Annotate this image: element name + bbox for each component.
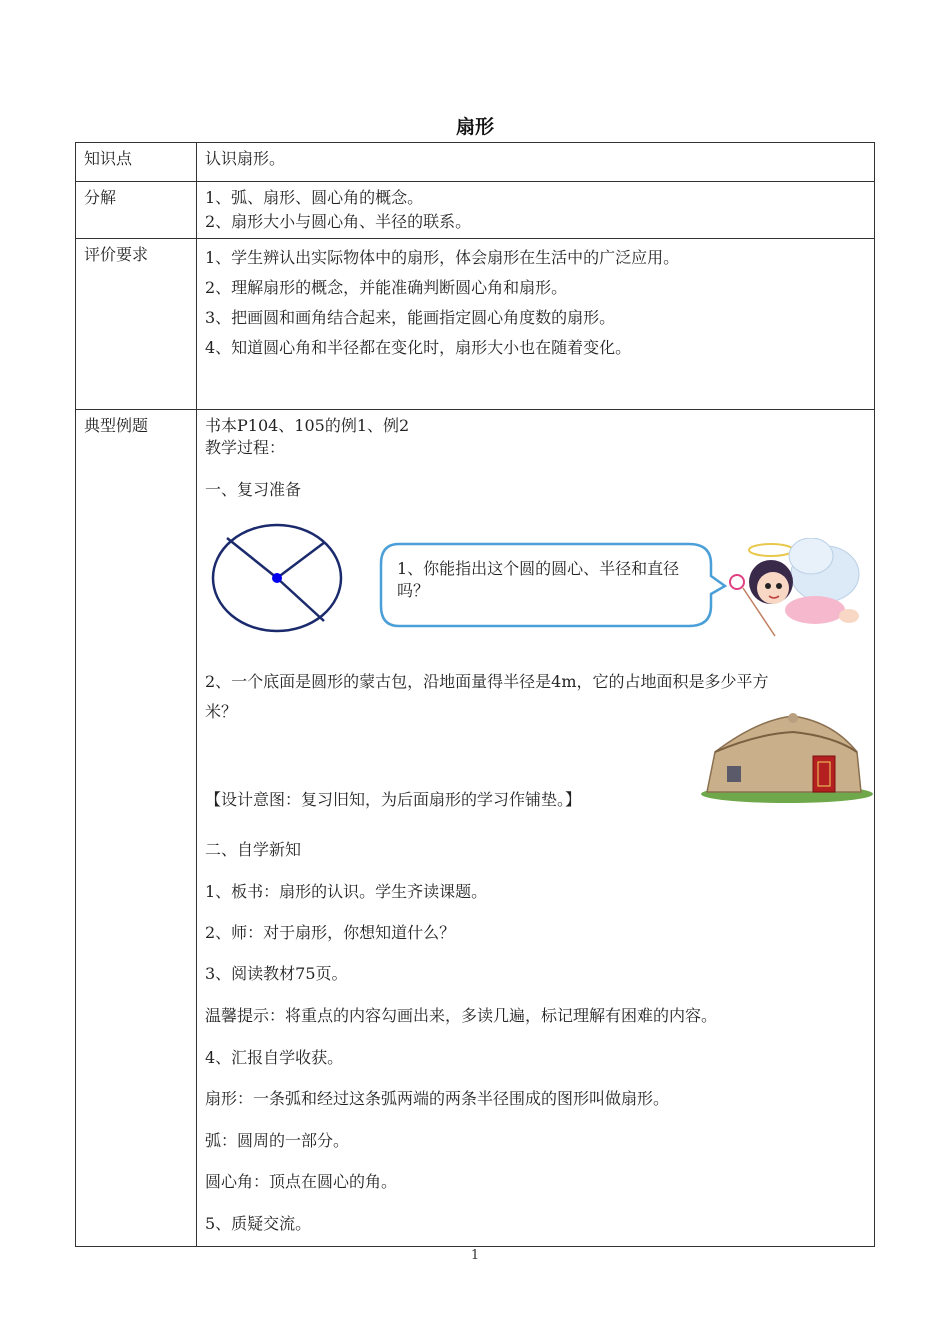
list-item: 4、汇报自学收获。: [205, 1048, 344, 1067]
list-item: 圆心角：顶点在圆心的角。: [205, 1172, 398, 1191]
section-heading: 二、自学新知: [205, 840, 302, 859]
row-label: 典型例题: [76, 410, 197, 1247]
table-row-examples: [76, 410, 875, 1247]
page-title: 扇形: [455, 116, 494, 138]
list-item: 3、阅读教材75页。: [205, 964, 348, 983]
list-item: 温馨提示：将重点的内容勾画出来，多读几遍，标记理解有困难的内容。: [205, 1006, 718, 1025]
question-2-line2: 米？: [205, 702, 238, 721]
page-number: 1: [470, 1248, 480, 1263]
process-label: 教学过程：: [205, 438, 286, 457]
list-item: 1、弧、扇形、圆心角的概念。: [205, 188, 424, 207]
row-value: [197, 410, 875, 1247]
list-item: 4、知道圆心角和半径都在变化时，扇形大小也在随着变化。: [205, 338, 632, 357]
list-item: 1、板书：扇形的认识。学生齐读课题。: [205, 882, 488, 901]
book-reference: 书本P104、105的例1、例2: [205, 416, 410, 435]
row-value: [197, 239, 875, 410]
radius-line: [277, 542, 325, 578]
bubble-text: 1、你能指出这个圆的圆心、半径和直径吗？: [397, 559, 680, 600]
list-item: 扇形：一条弧和经过这条弧两端的两条半径围成的图形叫做扇形。: [205, 1089, 670, 1108]
list-item: 2、师：对于扇形，你想知道什么？: [205, 923, 456, 942]
radius-line: [227, 538, 277, 578]
row-label: 评价要求: [76, 239, 197, 410]
list-item: 2、理解扇形的概念，并能准确判断圆心角和扇形。: [205, 278, 568, 297]
table-row-knowledge: [76, 143, 875, 182]
list-item: 5、质疑交流。: [205, 1214, 312, 1233]
list-item: 1、学生辨认出实际物体中的扇形，体会扇形在生活中的广泛应用。: [205, 248, 680, 267]
table-row-breakdown: [76, 182, 875, 239]
list-item: 2、扇形大小与圆心角、半径的联系。: [205, 212, 472, 231]
question-2-line1: 2、一个底面是圆形的蒙古包，沿地面量得半径是4m，它的占地面积是多少平方: [205, 672, 769, 691]
row-label: 分解: [76, 182, 197, 239]
row-value: [197, 182, 875, 239]
row-value: 认识扇形。: [197, 143, 875, 182]
radius-line: [277, 578, 324, 621]
center-dot: [272, 573, 282, 583]
design-intent: 【设计意图：复习旧知，为后面扇形的学习作铺垫。】: [205, 790, 582, 809]
table-row-requirements: [76, 239, 875, 410]
list-item: 3、把画圆和画角结合起来，能画指定圆心角度数的扇形。: [205, 308, 616, 327]
circle-diagram: [211, 522, 347, 634]
section-heading: 一、复习准备: [205, 480, 302, 499]
row-label: 知识点: [76, 143, 197, 182]
angel-illustration: [715, 538, 867, 638]
yurt-illustration: [697, 712, 873, 804]
lesson-table: [75, 142, 875, 1247]
list-item: 弧：圆周的一部分。: [205, 1131, 350, 1150]
